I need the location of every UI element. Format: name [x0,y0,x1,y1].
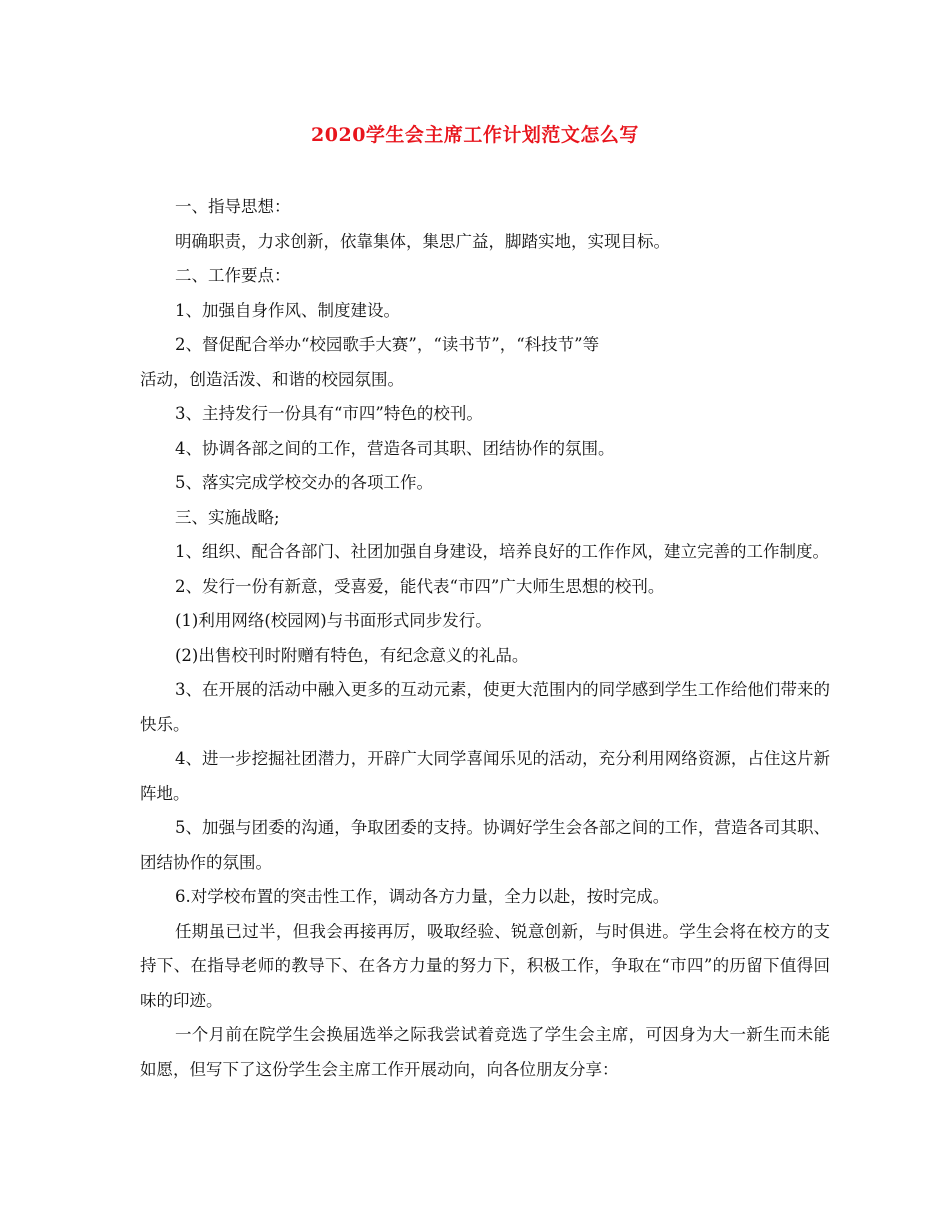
paragraph: 2、发行一份有新意，受喜爱，能代表“市四”广大师生思想的校刊。 [175,576,665,596]
paragraph: 3、在开展的活动中融入更多的互动元素，使更大范围内的同学感到学生工作给他们带来的快乐。 [140,680,830,734]
paragraph: 活动，创造活泼、和谐的校园氛围。 [140,369,404,389]
paragraph: 任期虽已过半，但我会再接再厉，吸取经验、锐意创新，与时俱进。学生会将在校方的支持下、在指导老师的教导下、在各方力量的努力下，积极工作，争取在“市四”的历留下值得回味的印迹。 [140,921,830,1010]
paragraph: 5、落实完成学校交办的各项工作。 [175,473,433,492]
paragraph: 二、工作要点： [175,266,291,285]
document-title: 2020学生会主席工作计划范文怎么写 [311,124,639,146]
paragraph: 1、组织、配合各部门、社团加强自身建设，培养良好的工作作风，建立完善的工作制度。 [175,542,829,561]
paragraph: 6.对学校布置的突击性工作，调动各方力量，全力以赴，按时完成。 [175,887,670,906]
paragraph: (2)出售校刊时附赠有特色，有纪念意义的礼品。 [175,645,529,665]
paragraph: 4、进一步挖掘社团潜力，开辟广大同学喜闻乐见的活动，充分利用网络资源，占住这片新阵地。 [140,749,830,803]
paragraph: 5、加强与团委的沟通，争取团委的支持。协调好学生会各部之间的工作，营造各司其职、团结协作的氛围。 [140,818,830,872]
paragraph: 一、指导思想： [175,197,291,216]
paragraph: 三、实施战略; [175,507,280,527]
paragraph: 4、协调各部之间的工作，营造各司其职、团结协作的氛围。 [175,438,615,458]
document-body [140,190,830,1087]
paragraph: 3、主持发行一份具有“市四”特色的校刊。 [175,404,483,423]
paragraph: (1)利用网络(校园网)与书面形式同步发行。 [175,611,492,630]
paragraph: 1、加强自身作风、制度建设。 [175,300,400,320]
paragraph: 2、督促配合举办“校园歌手大赛”，“读书节”，“科技节”等 [175,335,600,354]
paragraph: 一个月前在院学生会换届选举之际我尝试着竞选了学生会主席，可因身为大一新生而未能如愿，但写下了这份学生会主席工作开展动向，向各位朋友分享： [140,1025,830,1079]
paragraph: 明确职责，力求创新，依靠集体，集思广益，脚踏实地，实现目标。 [175,231,670,251]
